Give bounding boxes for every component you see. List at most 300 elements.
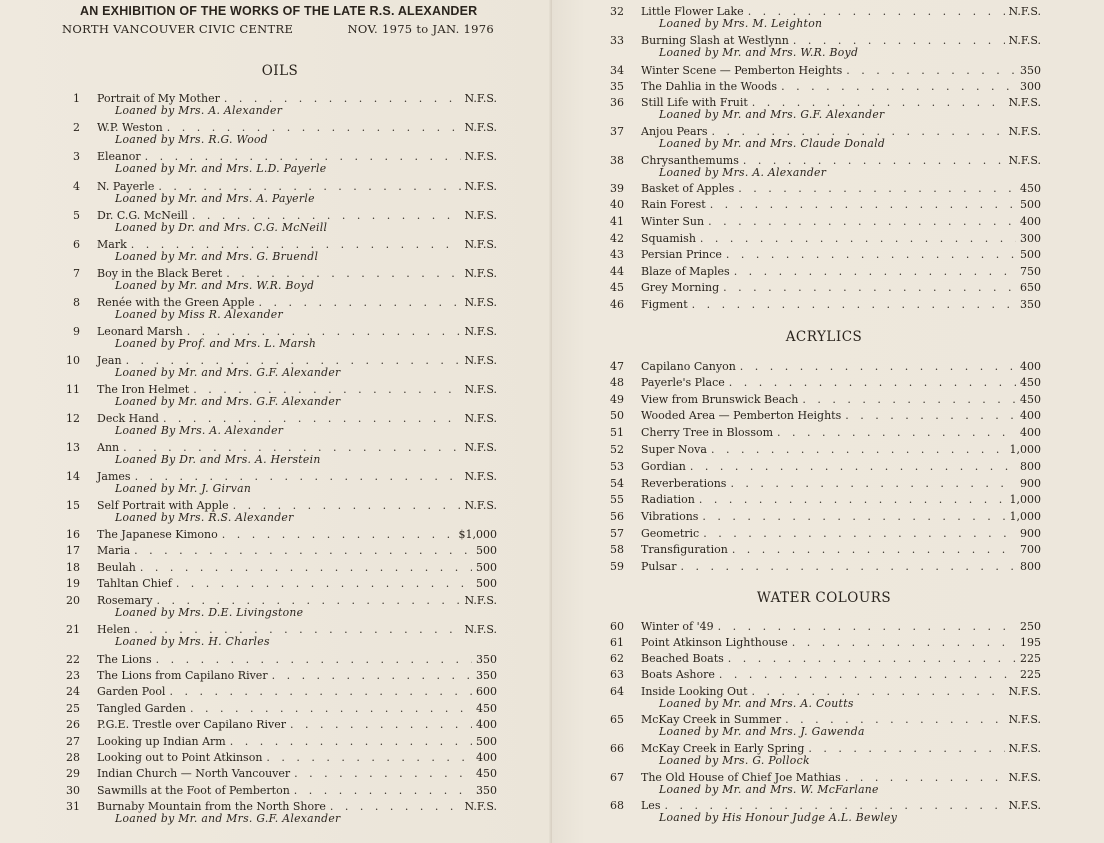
- entry-row: [641, 668, 1041, 681]
- entry-row: [641, 543, 1041, 556]
- entry-title: Vibrations: [641, 510, 699, 523]
- entry-row: [641, 652, 1041, 665]
- entry-title: Point Atkinson Lighthouse: [641, 636, 788, 649]
- catalogue-entry: [66, 702, 497, 715]
- entry-title: Geometric: [641, 527, 700, 540]
- catalogue-entry: [66, 499, 497, 524]
- entry-loan-credit: Loaned by Mr. and Mrs. W.R. Boyd: [659, 46, 859, 59]
- entry-row: [641, 527, 1041, 540]
- entry-price: 450: [476, 702, 497, 715]
- entry-number: 32: [610, 5, 624, 18]
- catalogue-entry: [610, 232, 1041, 245]
- entry-price: N.F.S.: [464, 150, 497, 163]
- entry-loan-credit: Loaned by Mr. and Mrs. J. Gawenda: [659, 725, 865, 738]
- catalogue-entry: [610, 685, 1041, 710]
- entry-title: Little Flower Lake: [641, 5, 744, 18]
- catalogue-entry: [610, 154, 1041, 179]
- entry-number: 38: [610, 154, 624, 167]
- entry-loan-credit: Loaned by Mrs. R.S. Alexander: [115, 511, 294, 524]
- entry-number: 28: [66, 751, 80, 764]
- entry-loan-credit: Loaned by Mr. and Mrs. A. Payerle: [115, 192, 315, 205]
- catalogue-entry: [610, 360, 1041, 373]
- entry-number: 14: [66, 470, 80, 483]
- entry-number: 23: [66, 669, 80, 682]
- entry-price: 900: [1020, 477, 1041, 490]
- entry-number: 51: [610, 426, 624, 439]
- entry-title: Capilano Canyon: [641, 360, 736, 373]
- dot-leader: [777, 426, 1016, 439]
- entry-row: [641, 265, 1041, 278]
- entry-title: The Lions from Capilano River: [97, 669, 268, 682]
- catalogue-entry: [610, 215, 1041, 228]
- entry-title: Figment: [641, 298, 688, 311]
- entry-loan-credit: Loaned by Mr. and Mrs. W. McFarlane: [659, 783, 879, 796]
- entry-row: [641, 426, 1041, 439]
- entry-number: 11: [66, 383, 80, 396]
- dot-leader: [266, 751, 472, 764]
- entry-loan-credit: Loaned By Dr. and Mrs. A. Herstein: [115, 453, 321, 466]
- exhibition-title: AN EXHIBITION OF THE WORKS OF THE LATE R.S. ALEXANDER: [80, 4, 478, 18]
- entry-number: 61: [610, 636, 624, 649]
- catalogue-entry: [610, 636, 1041, 649]
- entry-row: [641, 477, 1041, 490]
- dot-leader: [272, 669, 472, 682]
- catalogue-entry: [610, 96, 1041, 121]
- entry-number: 39: [610, 182, 624, 195]
- dot-leader: [169, 685, 472, 698]
- entry-price: 500: [476, 544, 497, 557]
- entry-price: N.F.S.: [464, 180, 497, 193]
- catalogue-entry: [610, 443, 1041, 456]
- entry-number: 37: [610, 125, 624, 138]
- catalogue-entry: [73, 121, 497, 146]
- entry-number: 33: [610, 34, 624, 47]
- catalogue-entry: [610, 281, 1041, 294]
- entry-price: N.F.S.: [1008, 771, 1041, 784]
- entry-row: [641, 510, 1041, 523]
- exhibition-subtitle: [62, 22, 494, 36]
- entry-number: 66: [610, 742, 624, 755]
- entry-number: 2: [73, 121, 80, 134]
- entry-row: [641, 248, 1041, 261]
- entry-loan-credit: Loaned by Mrs. G. Pollock: [659, 754, 810, 767]
- dot-leader: [708, 215, 1016, 228]
- entry-number: 17: [66, 544, 80, 557]
- dot-leader: [740, 360, 1016, 373]
- dot-leader: [680, 560, 1016, 573]
- entry-price: 400: [476, 751, 497, 764]
- dot-leader: [802, 393, 1016, 406]
- entry-price: 400: [1020, 215, 1041, 228]
- entry-price: 350: [1020, 64, 1041, 77]
- entry-number: 7: [73, 267, 80, 280]
- dot-leader: [781, 80, 1016, 93]
- entry-price: 400: [1020, 426, 1041, 439]
- entry-title: Deck Hand: [97, 412, 159, 425]
- entry-title: Tahltan Chief: [97, 577, 172, 590]
- entry-price: N.F.S.: [464, 412, 497, 425]
- catalogue-entry: [73, 267, 497, 292]
- entry-row: [641, 80, 1041, 93]
- entry-row: [641, 198, 1041, 211]
- entry-price: N.F.S.: [464, 470, 497, 483]
- entry-number: 65: [610, 713, 624, 726]
- catalogue-entry: [66, 669, 497, 682]
- dot-leader: [730, 477, 1016, 490]
- entry-number: 45: [610, 281, 624, 294]
- entry-title: Blaze of Maples: [641, 265, 730, 278]
- entry-title: The Old House of Chief Joe Mathias: [641, 771, 841, 784]
- catalogue-entry: [610, 248, 1041, 261]
- entry-price: N.F.S.: [464, 325, 497, 338]
- entry-price: N.F.S.: [1008, 154, 1041, 167]
- entry-loan-credit: Loaned By Mrs. A. Alexander: [115, 424, 284, 437]
- dot-leader: [702, 510, 1005, 523]
- dot-leader: [176, 577, 472, 590]
- entry-price: 900: [1020, 527, 1041, 540]
- catalogue-entry: [610, 409, 1041, 422]
- entry-title: Burnaby Mountain from the North Shore: [97, 800, 326, 813]
- entry-title: Looking out to Point Atkinson: [97, 751, 263, 764]
- entry-loan-credit: Loaned by Mrs. H. Charles: [115, 635, 270, 648]
- entry-price: 600: [476, 685, 497, 698]
- entry-row: [641, 215, 1041, 228]
- entry-price: N.F.S.: [464, 594, 497, 607]
- catalogue-entry: [610, 560, 1041, 573]
- entry-row: [97, 767, 497, 780]
- catalogue-entry: [66, 470, 497, 495]
- entry-price: 650: [1020, 281, 1041, 294]
- entry-number: 21: [66, 623, 80, 636]
- entry-price: $1,000: [458, 528, 497, 541]
- entry-row: [97, 718, 497, 731]
- entry-number: 30: [66, 784, 80, 797]
- entry-row: [97, 544, 497, 557]
- entry-loan-credit: Loaned by Mr. and Mrs. L.D. Payerle: [115, 162, 327, 175]
- venue: NORTH VANCOUVER CIVIC CENTRE: [62, 22, 294, 36]
- entry-title: Ann: [97, 441, 120, 454]
- entry-loan-credit: Loaned by Mr. and Mrs. G.F. Alexander: [115, 812, 341, 825]
- entry-title: Wooded Area — Pemberton Heights: [641, 409, 842, 422]
- entry-price: 450: [476, 767, 497, 780]
- entry-price: N.F.S.: [464, 121, 497, 134]
- entry-number: 41: [610, 215, 624, 228]
- entry-price: N.F.S.: [1008, 742, 1041, 755]
- entry-price: N.F.S.: [1008, 713, 1041, 726]
- entry-row: [97, 528, 497, 541]
- dot-leader: [734, 265, 1016, 278]
- entry-title: Mark: [97, 238, 127, 251]
- entry-price: 250: [1020, 620, 1041, 633]
- entry-number: 35: [610, 80, 624, 93]
- entry-number: 58: [610, 543, 624, 556]
- entry-number: 54: [610, 477, 624, 490]
- entry-price: N.F.S.: [464, 623, 497, 636]
- dot-leader: [699, 493, 1006, 506]
- dot-leader: [700, 232, 1016, 245]
- dot-leader: [718, 620, 1016, 633]
- entry-number: 64: [610, 685, 624, 698]
- entry-title: N. Payerle: [97, 180, 155, 193]
- entry-price: N.F.S.: [1008, 5, 1041, 18]
- catalogue-entry: [73, 238, 497, 263]
- entry-title: Rain Forest: [641, 198, 706, 211]
- entry-loan-credit: Loaned by Mr. and Mrs. A. Coutts: [659, 697, 854, 710]
- entry-price: N.F.S.: [1008, 125, 1041, 138]
- entry-number: 22: [66, 653, 80, 666]
- catalogue-entry: [610, 510, 1041, 523]
- catalogue-entry: [610, 265, 1041, 278]
- entry-number: 53: [610, 460, 624, 473]
- entry-row: [641, 232, 1041, 245]
- entry-price: 450: [1020, 376, 1041, 389]
- entry-price: N.F.S.: [1008, 34, 1041, 47]
- catalogue-entry: [73, 180, 497, 205]
- catalogue-entry: [610, 34, 1041, 59]
- entry-row: [641, 560, 1041, 573]
- entry-number: 49: [610, 393, 624, 406]
- entry-price: 500: [476, 735, 497, 748]
- entry-row: [641, 360, 1041, 373]
- catalogue-entry: [66, 544, 497, 557]
- catalogue-entry: [73, 92, 497, 117]
- dot-leader: [692, 298, 1016, 311]
- entry-title: Payerle's Place: [641, 376, 725, 389]
- entry-number: 18: [66, 561, 80, 574]
- entry-row: [97, 784, 497, 797]
- catalogue-entry: [66, 718, 497, 731]
- entry-price: N.F.S.: [464, 383, 497, 396]
- entry-title: Super Nova: [641, 443, 707, 456]
- entry-title: Pulsar: [641, 560, 677, 573]
- entry-row: [641, 620, 1041, 633]
- dot-leader: [259, 296, 461, 309]
- entry-title: Maria: [97, 544, 131, 557]
- catalogue-entry: [610, 298, 1041, 311]
- catalogue-entry: [66, 528, 497, 541]
- entry-number: 43: [610, 248, 624, 261]
- entry-price: 1,000: [1009, 493, 1041, 506]
- entry-number: 60: [610, 620, 624, 633]
- entry-row: [97, 702, 497, 715]
- entry-loan-credit: Loaned by Mr. J. Girvan: [115, 482, 252, 495]
- catalogue-entry: [73, 150, 497, 175]
- catalogue-entry: [610, 652, 1041, 665]
- dot-leader: [846, 64, 1016, 77]
- entry-title: James: [97, 470, 131, 483]
- entry-title: Reverberations: [641, 477, 727, 490]
- entry-number: 34: [610, 64, 624, 77]
- entry-price: N.F.S.: [464, 296, 497, 309]
- entry-number: 16: [66, 528, 80, 541]
- dot-leader: [290, 718, 472, 731]
- dot-leader: [294, 767, 472, 780]
- catalogue-entry: [66, 412, 497, 437]
- entry-title: Inside Looking Out: [641, 685, 748, 698]
- entry-title: Basket of Apples: [641, 182, 735, 195]
- entry-number: 3: [73, 150, 80, 163]
- dot-leader: [703, 527, 1016, 540]
- entry-row: [97, 735, 497, 748]
- catalogue-entry: [610, 198, 1041, 211]
- entry-loan-credit: Loaned by Mrs. A. Alexander: [659, 166, 827, 179]
- entry-title: Grey Morning: [641, 281, 720, 294]
- dot-leader: [719, 668, 1016, 681]
- catalogue-entry: [610, 460, 1041, 473]
- entry-price: N.F.S.: [464, 800, 497, 813]
- entry-number: 62: [610, 652, 624, 665]
- entry-title: View from Brunswick Beach: [641, 393, 799, 406]
- entry-loan-credit: Loaned by Mr. and Mrs. W.R. Boyd: [115, 279, 315, 292]
- section-heading-oils: OILS: [261, 63, 299, 79]
- entry-price: 750: [1020, 265, 1041, 278]
- catalogue-entry: [66, 735, 497, 748]
- entry-title: Transfiguration: [641, 543, 728, 556]
- entry-title: Indian Church — North Vancouver: [97, 767, 291, 780]
- dot-leader: [294, 784, 472, 797]
- entry-loan-credit: Loaned by His Honour Judge A.L. Bewley: [659, 811, 898, 824]
- entry-loan-credit: Loaned by Mrs. M. Leighton: [659, 17, 823, 30]
- entry-title: Chrysanthemums: [641, 154, 739, 167]
- entry-title: P.G.E. Trestle over Capilano River: [97, 718, 286, 731]
- entry-number: 63: [610, 668, 624, 681]
- entry-number: 4: [73, 180, 80, 193]
- entry-row: [97, 561, 497, 574]
- entry-title: Winter Scene — Pemberton Heights: [641, 64, 843, 77]
- catalogue-entry: [610, 668, 1041, 681]
- entry-title: Looking up Indian Arm: [97, 735, 226, 748]
- entry-number: 46: [610, 298, 624, 311]
- entry-title: The Dahlia in the Woods: [641, 80, 778, 93]
- entry-number: 52: [610, 443, 624, 456]
- catalogue-entry: [66, 623, 497, 648]
- catalogue-entry: [610, 125, 1041, 150]
- entry-loan-credit: Loaned by Dr. and Mrs. C.G. McNeill: [115, 221, 328, 234]
- entry-number: 50: [610, 409, 624, 422]
- entry-loan-credit: Loaned by Miss R. Alexander: [115, 308, 283, 321]
- catalogue-entry: [610, 713, 1041, 738]
- dot-leader: [728, 652, 1016, 665]
- catalogue-entry: [66, 577, 497, 590]
- dot-leader: [732, 543, 1016, 556]
- entry-loan-credit: Loaned by Prof. and Mrs. L. Marsh: [115, 337, 317, 350]
- entry-price: N.F.S.: [464, 209, 497, 222]
- entry-price: 500: [476, 577, 497, 590]
- dot-leader: [710, 198, 1016, 211]
- entry-title: The Japanese Kimono: [97, 528, 218, 541]
- catalogue-entry: [610, 182, 1041, 195]
- entry-price: 1,000: [1009, 443, 1041, 456]
- entry-title: The Lions: [97, 653, 152, 666]
- catalogue-entry: [610, 543, 1041, 556]
- entry-row: [97, 685, 497, 698]
- entry-title: Winter Sun: [641, 215, 705, 228]
- entry-number: 56: [610, 510, 624, 523]
- entry-row: [641, 182, 1041, 195]
- entry-title: Squamish: [641, 232, 696, 245]
- entry-row: [97, 577, 497, 590]
- entry-price: 800: [1020, 460, 1041, 473]
- entry-title: Portrait of My Mother: [97, 92, 220, 105]
- dot-leader: [156, 653, 472, 666]
- entry-number: 27: [66, 735, 80, 748]
- entry-loan-credit: Loaned by Mr. and Mrs. G.F. Alexander: [115, 395, 341, 408]
- entry-price: N.F.S.: [464, 267, 497, 280]
- entry-title: Cherry Tree in Blossom: [641, 426, 774, 439]
- entry-loan-credit: Loaned by Mrs. R.G. Wood: [115, 133, 268, 146]
- entry-price: N.F.S.: [464, 499, 497, 512]
- entry-number: 20: [66, 594, 80, 607]
- dot-leader: [690, 460, 1016, 473]
- entry-loan-credit: Loaned by Mr. and Mrs. Claude Donald: [659, 137, 886, 150]
- dot-leader: [134, 544, 472, 557]
- entry-title: Anjou Pears: [641, 125, 708, 138]
- entry-title: Les: [641, 799, 661, 812]
- entry-number: 59: [610, 560, 624, 573]
- dot-leader: [723, 281, 1016, 294]
- entry-number: 55: [610, 493, 624, 506]
- entry-price: 300: [1020, 232, 1041, 245]
- entry-title: Burning Slash at Westlynn: [641, 34, 789, 47]
- dot-leader: [808, 742, 1004, 755]
- catalogue-entry: [610, 80, 1041, 93]
- entry-title: Rosemary: [97, 594, 153, 607]
- dot-leader: [792, 636, 1016, 649]
- entry-number: 31: [66, 800, 80, 813]
- entry-price: N.F.S.: [1008, 799, 1041, 812]
- entry-row: [97, 653, 497, 666]
- entry-price: 350: [476, 653, 497, 666]
- catalogue-entry: [66, 594, 497, 619]
- entry-row: [641, 443, 1041, 456]
- entry-price: N.F.S.: [464, 92, 497, 105]
- entry-title: Tangled Garden: [97, 702, 186, 715]
- entry-price: 195: [1020, 636, 1041, 649]
- entry-price: 500: [476, 561, 497, 574]
- catalogue-entry: [610, 64, 1041, 77]
- entry-row: [97, 669, 497, 682]
- entry-price: N.F.S.: [464, 354, 497, 367]
- entry-number: 42: [610, 232, 624, 245]
- entry-title: Persian Prince: [641, 248, 722, 261]
- catalogue-entry: [610, 620, 1041, 633]
- entry-number: 48: [610, 376, 624, 389]
- entry-number: 19: [66, 577, 80, 590]
- catalogue-entry: [610, 426, 1041, 439]
- dot-leader: [230, 735, 472, 748]
- catalogue-entry: [610, 771, 1041, 796]
- entry-loan-credit: Loaned by Mr. and Mrs. G. Bruendl: [115, 250, 319, 263]
- entry-price: N.F.S.: [464, 441, 497, 454]
- entry-number: 24: [66, 685, 80, 698]
- catalogue-entry: [66, 354, 497, 379]
- dot-leader: [726, 248, 1016, 261]
- entry-number: 44: [610, 265, 624, 278]
- entry-title: Radiation: [641, 493, 695, 506]
- entry-price: 450: [1020, 182, 1041, 195]
- catalogue-entry: [73, 209, 497, 234]
- entry-number: 67: [610, 771, 624, 784]
- entry-number: 47: [610, 360, 624, 373]
- entry-title: Boy in the Black Beret: [97, 267, 223, 280]
- entry-title: Jean: [97, 354, 122, 367]
- dot-leader: [190, 702, 472, 715]
- entry-loan-credit: Loaned by Mr. and Mrs. G.F. Alexander: [659, 108, 885, 121]
- catalogue-entry: [66, 751, 497, 764]
- entry-price: N.F.S.: [1008, 685, 1041, 698]
- entry-loan-credit: Loaned by Mr. and Mrs. G.F. Alexander: [115, 366, 341, 379]
- entry-title: Beached Boats: [641, 652, 724, 665]
